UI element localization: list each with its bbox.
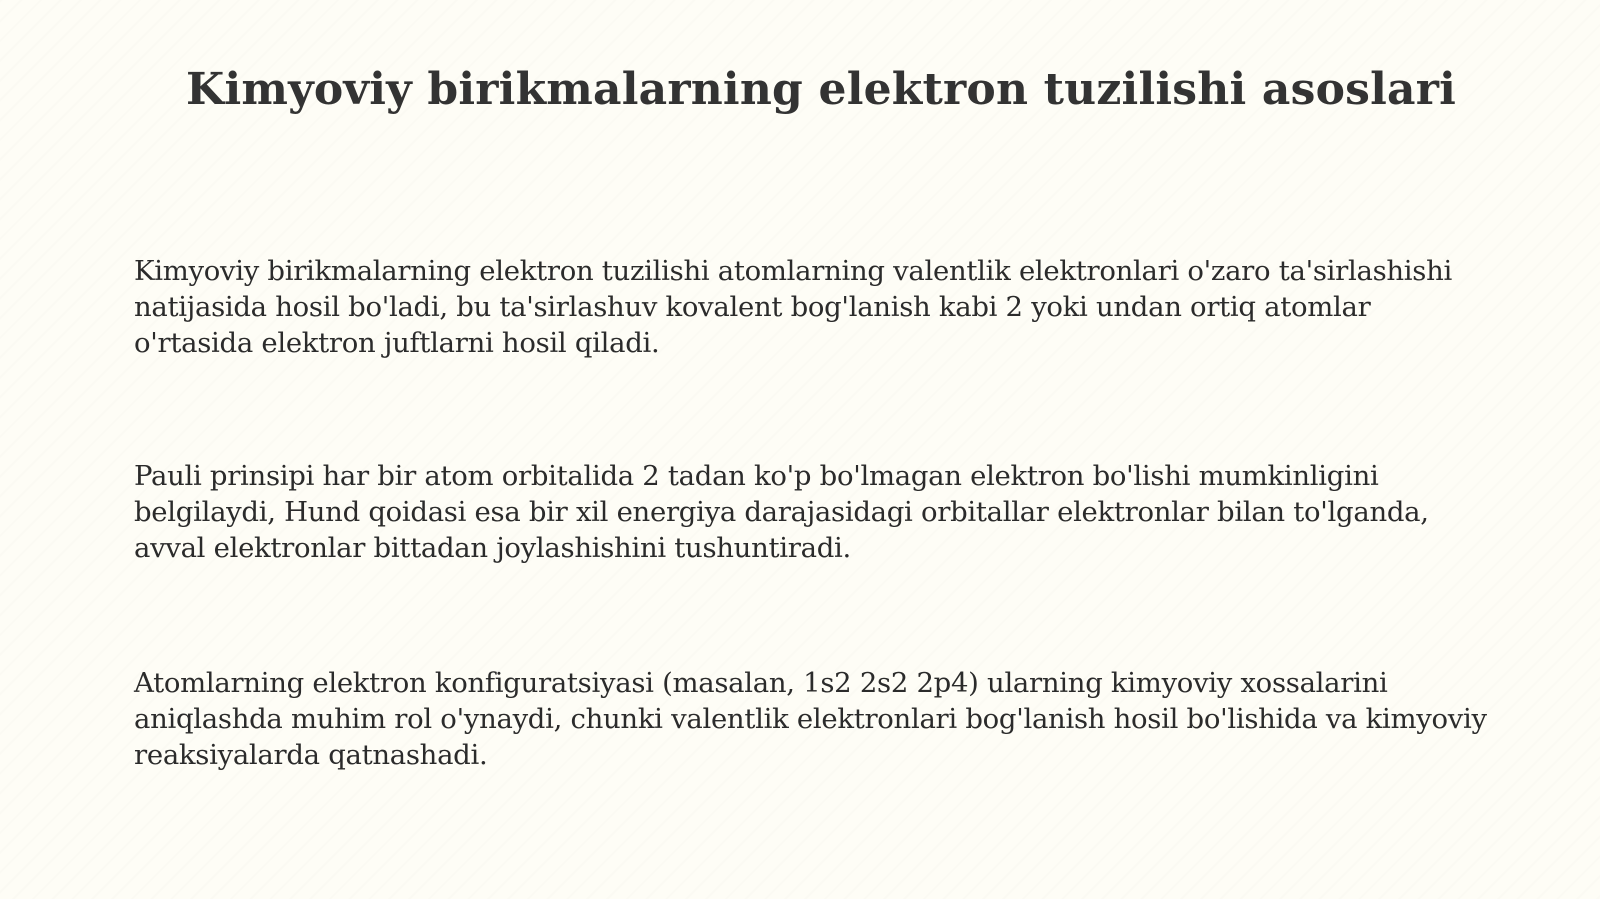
slide-title: Kimyoviy birikmalarning elektron tuzilishi asoslari <box>186 64 1457 115</box>
paragraph-pauli-hund: Pauli prinsipi har bir atom orbitalida 2 tadan ko'p bo'lmagan elektron bo'lishi mumkinligini belgilaydi, Hund qoidasi esa bir xil energiya darajasidagi orbitallar elektronlar bilan to'lganda, avval elektronlar bittadan joylashishini tushuntiradi. <box>134 460 1429 564</box>
paragraph-electron-structure: Kimyoviy birikmalarning elektron tuzilishi atomlarning valentlik elektronlari o'zaro ta'sirlashishi natijasida hosil bo'ladi, bu ta'sirlashuv kovalent bog'lanish kabi 2 yoki undan ortiq atomlar o'rtasida elektron juftlarni hosil qiladi. <box>134 255 1453 359</box>
paragraph-electron-configuration: Atomlarning elektron konfiguratsiyasi (masalan, 1s2 2s2 2p4) ularning kimyoviy xossalarini aniqlashda muhim rol o'ynaydi, chunki valentlik elektronlari bog'lanish hosil bo'lishida va kimyoviy reaksiyalarda qatnashadi. <box>134 667 1487 771</box>
